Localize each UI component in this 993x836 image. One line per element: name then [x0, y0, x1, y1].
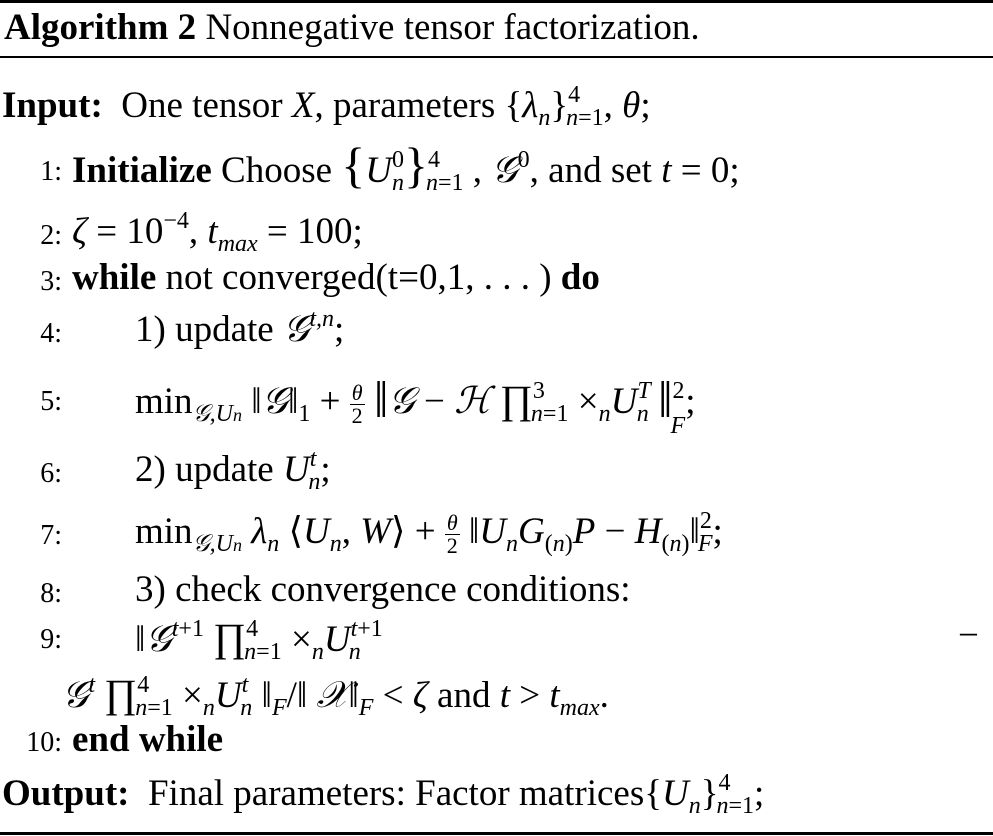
- step-line-2: $\zeta = 10^{-4}$, $t_{max} = 100$;: [72, 208, 363, 257]
- step-line-7: $\min_{𝒢,Un} \lambda_n$ $⟨U_n$, W⟩ + $\frac{\theta}{2}$ $‖U_nG_{(n)}P$ − $H_{(n)}‖^2_F$;: [135, 508, 723, 559]
- minus-sign: −: [958, 615, 979, 656]
- step-number: 1:: [40, 156, 62, 187]
- algorithm-caption: [4, 6, 700, 50]
- step-line-4: 1) update 𝒢$^{t,n}$;: [135, 306, 345, 350]
- input-label: Input:: [2, 85, 103, 126]
- step-number: 7:: [40, 520, 62, 551]
- step-line-8: 3) check convergence conditions:: [135, 569, 631, 610]
- caption-rule: [0, 56, 993, 58]
- step-line-3: [72, 256, 600, 300]
- step-number: 4:: [40, 318, 62, 349]
- step-number: 6:: [40, 458, 62, 489]
- while-condition: not converged(t=0,1, . . . ): [165, 257, 552, 298]
- step-number: 8:: [40, 578, 62, 609]
- bottom-rule: [0, 832, 993, 835]
- step-number: 9:: [40, 624, 62, 655]
- step-line-1: Initialize Choose $\{U^0_n\}^4_{n=1}$ , 𝒢$^0$, and set t = 0;: [72, 137, 740, 196]
- step-line-6: 2) update $U^t_n$;: [135, 446, 331, 495]
- output-label: Output:: [2, 773, 130, 814]
- algorithm-title: Nonnegative tensor factorization.: [205, 7, 700, 48]
- step-line-9-continuation: 𝒢$^t$ ∏$^4_{n=1}$ $\times_nU^t_n$ $‖_F/‖$ $𝒳‖_F < \zeta$ and $t > t_{max}$.: [62, 671, 609, 721]
- step-number: 3:: [40, 266, 62, 297]
- keyword-do: do: [560, 257, 600, 298]
- step-number: 10:: [26, 727, 62, 758]
- step-number: 5:: [40, 386, 62, 417]
- input-line: Input: One tensor X, parameters $\{\lambda_n\}^4_{n=1}$, θ;: [2, 82, 651, 131]
- top-rule: [0, 0, 993, 3]
- step-line-10: [72, 718, 223, 762]
- algorithm-label: Algorithm 2: [4, 7, 197, 48]
- keyword-end-while: end while: [72, 719, 224, 760]
- output-line: Output: Final parameters: Factor $matrices\{U_n\}^4_{n=1}$;: [2, 770, 765, 819]
- keyword-initialize: Initialize: [72, 150, 212, 191]
- step-line-9: ‖𝒢$^{t+1}$ ∏$^4_{n=1}$ $\times_nU^{t+1}_n$: [135, 615, 383, 665]
- keyword-while: while: [72, 257, 157, 298]
- step-number: 2:: [40, 220, 62, 251]
- step-line-5: $\min_{𝒢,Un}$ $‖𝒢‖_1$ + $\frac{\theta}{2}$ ‖𝒢 − ℋ ∏$^3_{n=1}$ $\times_nU^T_n$ ‖$^2_F$;: [135, 372, 696, 439]
